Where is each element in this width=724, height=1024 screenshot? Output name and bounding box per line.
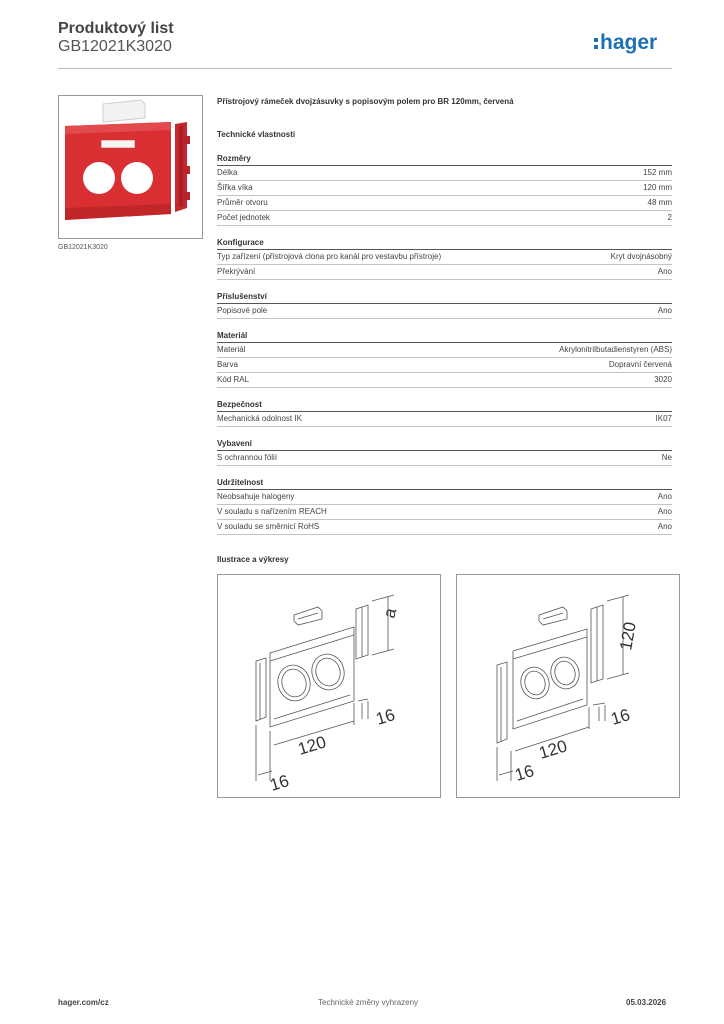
section-title: Konfigurace — [217, 237, 672, 250]
spec-row — [217, 265, 672, 280]
spec-label: Typ zařízení (přístrojová clona pro kanál pro vestavbu přístroje) — [217, 252, 442, 261]
spec-row — [217, 358, 672, 373]
spec-row — [217, 343, 672, 358]
spec-label: Mechanická odolnost IK — [217, 414, 302, 423]
spec-value: 2 — [667, 213, 672, 222]
spec-row — [217, 250, 672, 265]
product-code: GB12021K3020 — [58, 38, 172, 55]
drawing2-height-label: 120 — [616, 620, 640, 652]
spec-value: Kryt dvojnásobný — [610, 252, 672, 261]
spec-label: Délka — [217, 168, 238, 177]
spec-label: Počet jednotek — [217, 213, 270, 222]
spec-row — [217, 490, 672, 505]
spec-label: Kód RAL — [217, 375, 250, 384]
spec-value: Ano — [657, 507, 672, 516]
image-caption: GB12021K3020 — [58, 244, 108, 251]
spec-label: Šířka víka — [217, 183, 253, 192]
spec-sections — [217, 153, 672, 535]
section-title: Příslušenství — [217, 291, 672, 304]
spec-value: Ano — [657, 306, 672, 315]
spec-label: Barva — [217, 360, 238, 369]
technical-properties-heading: Technické vlastnosti — [217, 130, 296, 139]
footer-website-link[interactable]: hager.com/cz — [58, 998, 109, 1007]
section-title: Bezpečnost — [217, 399, 672, 412]
spec-section — [217, 291, 672, 319]
spec-label: V souladu s nařízením REACH — [217, 507, 327, 516]
logo-text: hager — [600, 31, 658, 54]
spec-value: 120 mm — [643, 183, 672, 192]
spec-row — [217, 520, 672, 535]
spec-label: Průměr otvoru — [217, 198, 268, 207]
spec-row — [217, 166, 672, 181]
spec-section — [217, 399, 672, 427]
illustrations-heading: Ilustrace a výkresy — [217, 555, 289, 564]
drawing2-depth-label: 16 — [608, 705, 633, 729]
spec-row — [217, 451, 672, 466]
section-title: Rozměry — [217, 153, 672, 166]
spec-section — [217, 477, 672, 535]
spec-row — [217, 196, 672, 211]
spec-row — [217, 373, 672, 388]
section-title: Materiál — [217, 330, 672, 343]
spec-label: Materiál — [217, 345, 246, 354]
product-description: Přístrojový rámeček dvojzásuvky s popisovým polem pro BR 120mm, červená — [217, 97, 514, 106]
footer-date: 05.03.2026 — [626, 998, 667, 1007]
spec-value: 152 mm — [643, 168, 672, 177]
drawing1-width-label: 120 — [295, 732, 329, 759]
section-title: Udržitelnost — [217, 477, 672, 490]
drawing2-width-label: 120 — [536, 736, 570, 763]
spec-value: Ano — [657, 522, 672, 531]
spec-value: Ano — [657, 492, 672, 501]
spec-value: Ano — [657, 267, 672, 276]
spec-section — [217, 153, 672, 226]
spec-value: Dopravní červená — [608, 360, 672, 369]
spec-value: Ne — [661, 453, 672, 462]
drawing2-side-label: 16 — [512, 761, 537, 785]
spec-content — [217, 95, 672, 535]
drawing1-side-label: 16 — [267, 771, 292, 795]
spec-label: S ochrannou fólií — [217, 453, 278, 462]
spec-value: 48 mm — [647, 198, 672, 207]
spec-row — [217, 412, 672, 427]
drawing1-height-label: a — [379, 605, 401, 621]
spec-row — [217, 211, 672, 226]
spec-value: 3020 — [654, 375, 672, 384]
spec-value: IK07 — [655, 414, 672, 423]
spec-row — [217, 505, 672, 520]
hager-logo — [592, 26, 674, 58]
spec-section — [217, 237, 672, 280]
header-divider — [58, 68, 672, 69]
spec-section — [217, 330, 672, 388]
spec-label: Popisové pole — [217, 306, 268, 315]
spec-row — [217, 304, 672, 319]
spec-section — [217, 438, 672, 466]
spec-row — [217, 181, 672, 196]
spec-label: V souladu se směrnicí RoHS — [217, 522, 320, 531]
dimension-drawing-2 — [456, 574, 680, 798]
drawing1-depth-label: 16 — [373, 705, 398, 729]
spec-value: Akrylonitrilbutadienstyren (ABS) — [559, 345, 672, 354]
document-title: Produktový list — [58, 20, 174, 37]
spec-label: Překrývání — [217, 267, 256, 276]
section-title: Vybavení — [217, 438, 672, 451]
dimension-drawing-1 — [217, 574, 441, 798]
product-image — [58, 95, 203, 239]
spec-label: Neobsahuje halogeny — [217, 492, 295, 501]
footer-note: Technické změny vyhrazeny — [318, 998, 419, 1007]
